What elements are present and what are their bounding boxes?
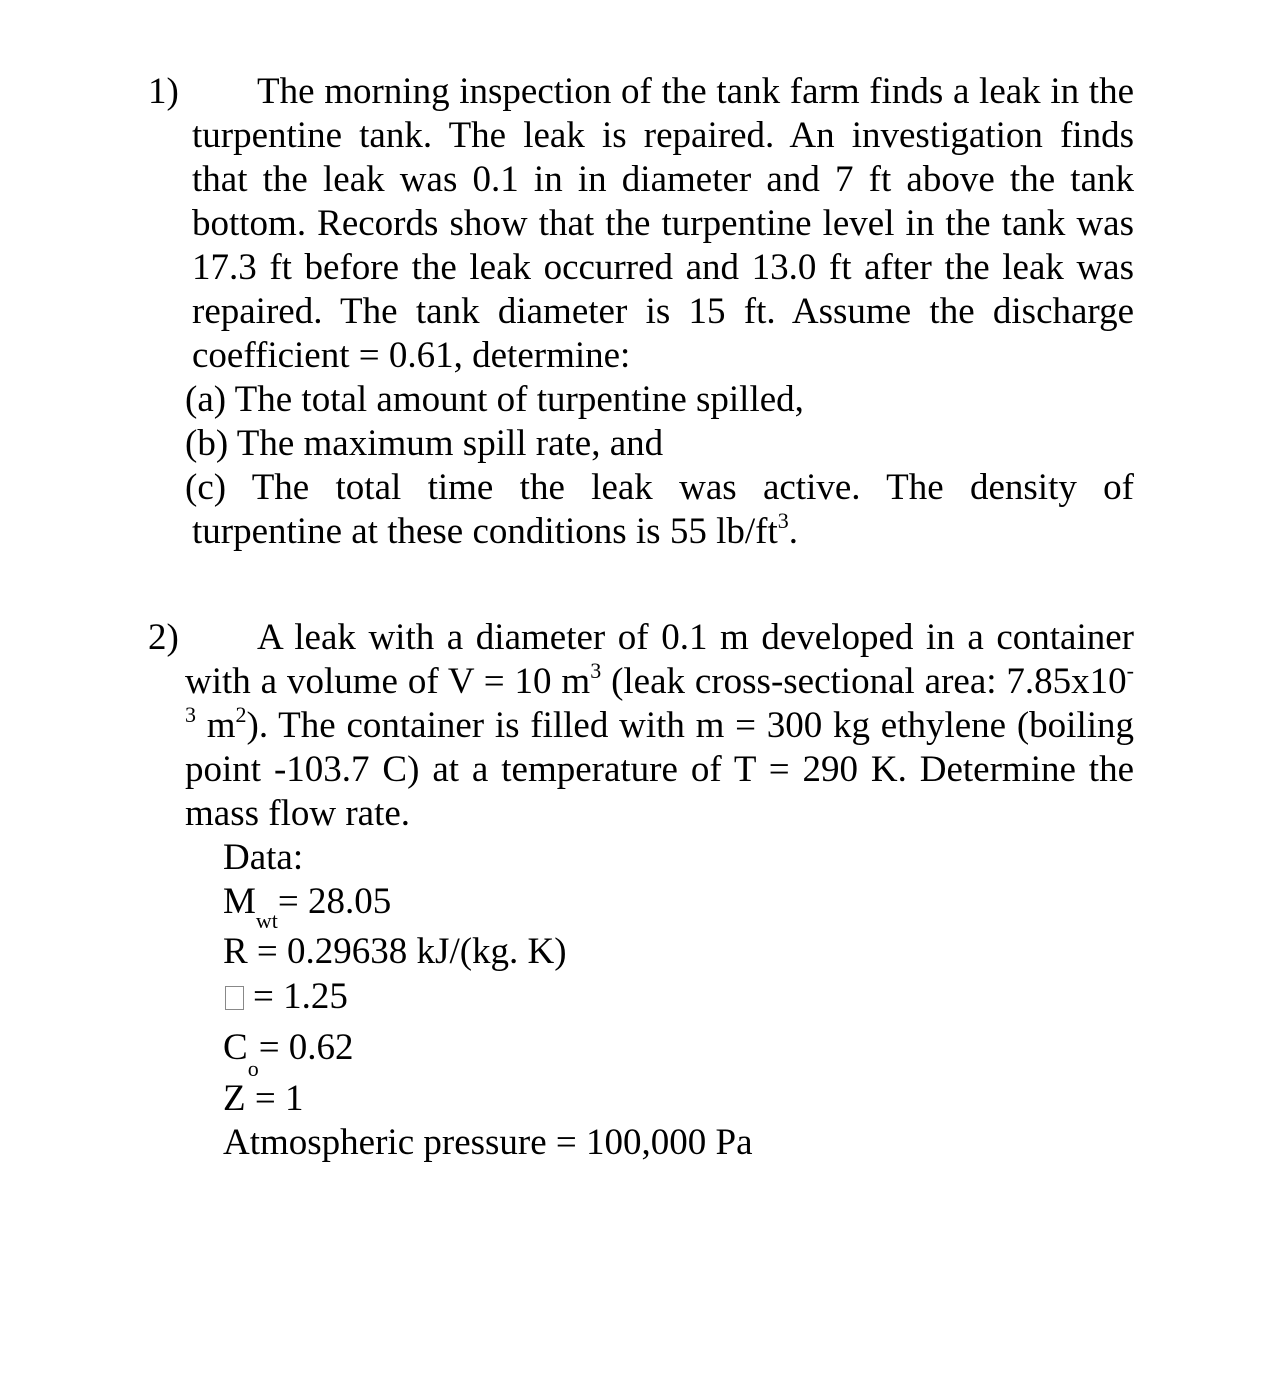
- data-label: Data:: [223, 837, 304, 878]
- data-discharge-coefficient: $C_o= 0.62$: [223, 1027, 354, 1081]
- data-heat-capacity-ratio: = 1.25: [223, 975, 348, 1019]
- question-2-number: 2): [148, 617, 179, 658]
- question-1-part-c-line-2: turpentine at these conditions is 55 $lb/ft^3$.: [192, 507, 798, 552]
- data-molecular-weight: $M_{wt}= 28.05$: [223, 881, 392, 933]
- question-2-text: A leak with a diameter of 0.1 m developed in a container with a volume of V = 10 $m^3$ (leak cross-sectional area: $7.85x10^{-3}$ $m^2$). The container is filled with m = 300 kg ethylene (boiling point -103.7 C) at a temperature of T = 290 K. Determine the mass flow rate.: [185, 617, 1135, 834]
- question-1-part-c-line-1: (c) The total time the leak was active. The density of: [185, 467, 1134, 508]
- question-1-part-a: (a) The total amount of turpentine spilled,: [185, 379, 804, 420]
- question-1-text: The morning inspection of the tank farm finds a leak in the turpentine tank. The leak is repaired. An investigation finds that the leak was 0.1 in in diameter and 7 ft above the tank bottom. Records show that the turpentine level in the tank was 17.3 ft before the leak occurred and 13.0 ft after the leak was repaired. The tank diameter is 15 ft. Assume the discharge coefficient = 0.61, determine:: [192, 71, 1134, 376]
- question-1-part-b: (b) The maximum spill rate, and: [185, 423, 664, 464]
- data-gas-constant: R = 0.29638 kJ/(kg. K): [223, 931, 567, 972]
- missing-glyph-icon: [225, 986, 244, 1010]
- data-compressibility: Z = 1: [223, 1078, 304, 1119]
- question-1-number: 1): [148, 71, 179, 112]
- data-atmospheric-pressure: Atmospheric pressure = 100,000 Pa: [223, 1122, 753, 1163]
